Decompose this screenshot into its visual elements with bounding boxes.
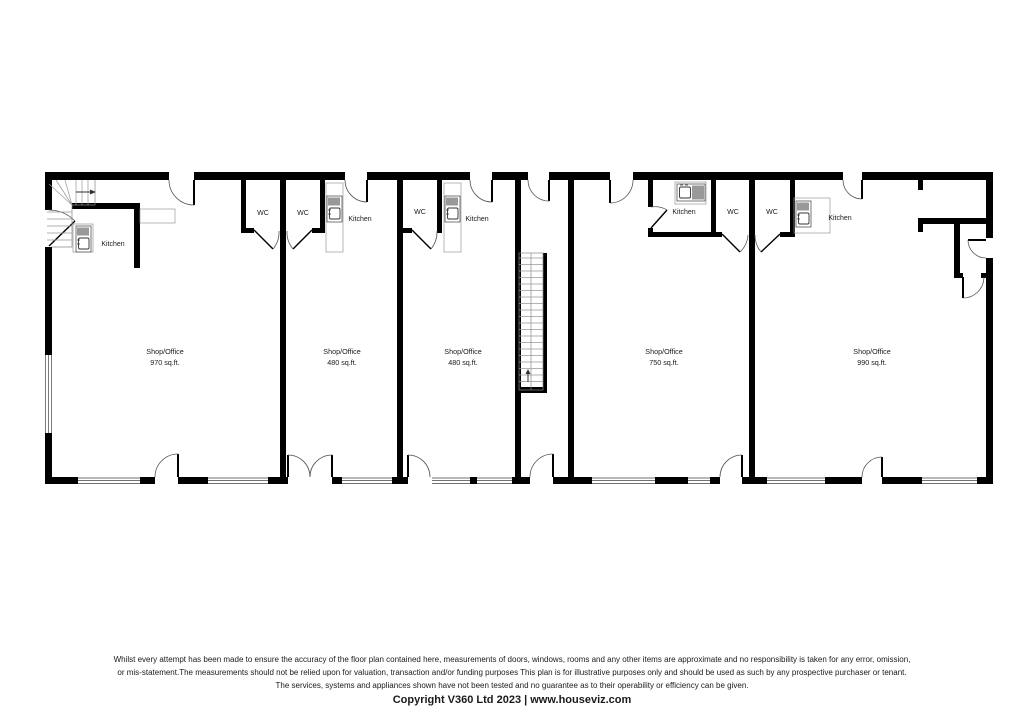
door-wc-unit2 (287, 230, 312, 249)
kitchen-fixtures (73, 182, 830, 252)
sink-unit4 (677, 184, 705, 201)
wc-label-unit1: WC (257, 210, 269, 217)
kitchen-label-unit4: Kitchen (672, 209, 696, 216)
unit1-area: 970 sq.ft. (150, 358, 180, 367)
door-wc-unit5 (755, 234, 780, 252)
door-unit1-side (49, 210, 75, 246)
staircase-central (519, 253, 543, 390)
footer (114, 655, 911, 706)
door-unit3-front (408, 455, 430, 477)
door-unit2-rear (345, 180, 367, 202)
windows (46, 355, 978, 484)
unit1-name: Shop/Office (146, 347, 184, 356)
wc-label-unit4: WC (727, 209, 739, 216)
door-unit3-rear (470, 180, 492, 202)
door-unit5-rear (843, 180, 862, 199)
sink-unit3 (445, 196, 460, 222)
disclaimer-line3: The services, systems and appliances shown have not been tested and no guarantee as to their operability or efficiency can be given. (275, 681, 749, 690)
unit5-name: Shop/Office (853, 347, 891, 356)
copyright-text: Copyright V360 Ltd 2023 | www.houseviz.com (392, 694, 632, 706)
door-unit4-rear (610, 180, 633, 203)
kitchen-label-unit1: Kitchen (101, 241, 125, 248)
kitchen-label-unit5: Kitchen (828, 215, 852, 222)
wc-label-unit3: WC (414, 209, 426, 216)
door-unit5-side (963, 240, 986, 298)
door-wc-unit1 (254, 230, 279, 249)
sink-unit5 (796, 201, 811, 227)
wc-label-unit5: WC (766, 209, 778, 216)
unit3-name: Shop/Office (444, 347, 482, 356)
double-door-unit2-front (288, 455, 332, 477)
door-unit5-front (862, 457, 882, 477)
door-kitchen-unit4 (651, 207, 667, 228)
door-wc-unit3 (412, 230, 437, 249)
interior-walls (72, 180, 993, 477)
wc-label-unit2: WC (297, 210, 309, 217)
door-unit4-front (720, 455, 742, 477)
door-stairwell-rear (528, 180, 549, 201)
kitchen-label-unit2: Kitchen (348, 216, 372, 223)
unit4-name: Shop/Office (645, 347, 683, 356)
disclaimer-line1: Whilst every attempt has been made to ensure the accuracy of the floor plan contained here, measurements of doors, windows, rooms and any other items are approximate and no responsibility is taken for any error, omission, (113, 655, 911, 664)
unit2-area: 480 sq.ft. (327, 358, 357, 367)
unit4-area: 750 sq.ft. (649, 358, 679, 367)
unit5-area: 990 sq.ft. (857, 358, 887, 367)
sink-unit2 (327, 196, 342, 222)
unit2-name: Shop/Office (323, 347, 361, 356)
door-stairwell-front (530, 454, 553, 477)
door-wc-unit4 (722, 234, 748, 252)
disclaimer-line2: or mis-statement.The measurements should not be relied upon for valuation, transaction and/or funding purposes This plan is for illustrative purposes only and should be used as such by any prospective purchaser or tenant. (117, 668, 907, 677)
room-labels (101, 209, 890, 367)
door-unit1-rear (169, 180, 194, 205)
door-unit1-front (155, 454, 178, 477)
sink-unit1 (76, 226, 91, 252)
unit3-area: 480 sq.ft. (448, 358, 478, 367)
kitchen-label-unit3: Kitchen (465, 216, 489, 223)
